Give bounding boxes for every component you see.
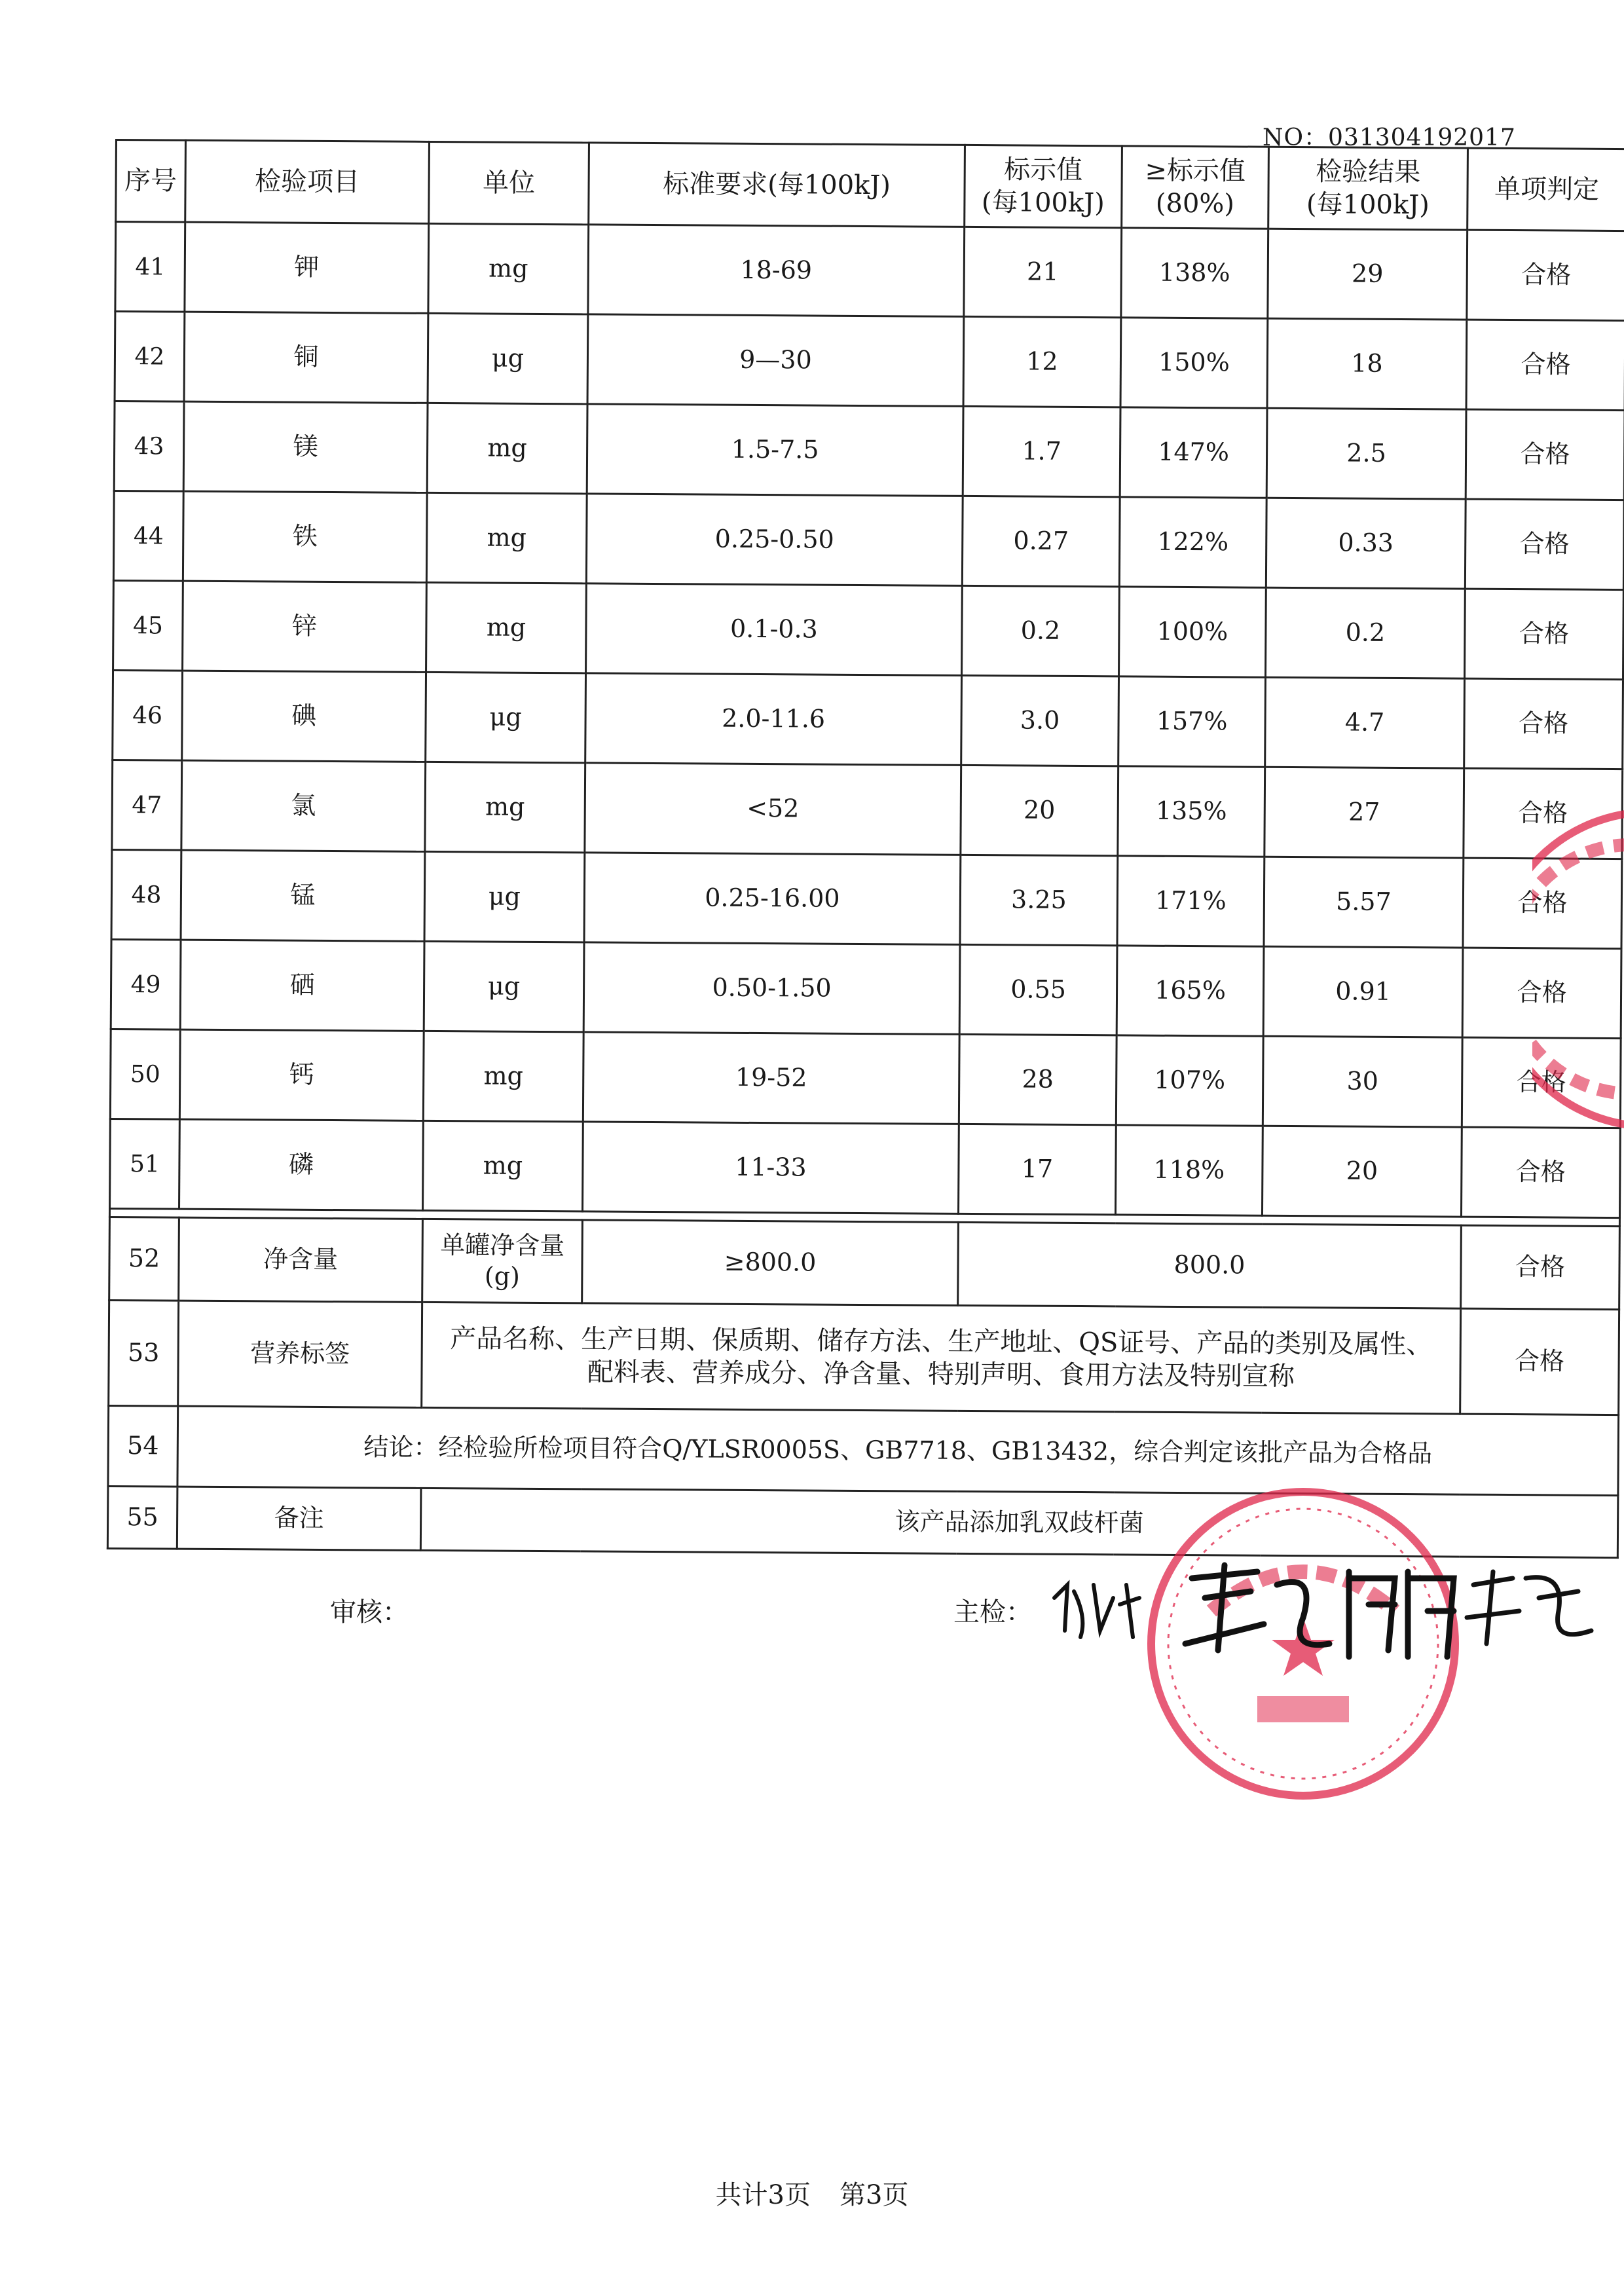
table-row [113, 580, 1624, 679]
row-unit: μg [424, 851, 585, 942]
row-label-value: 1.7 [963, 406, 1120, 496]
row-label-value: 3.0 [961, 675, 1119, 766]
header-label-value-line1: 标示值 [1004, 155, 1083, 186]
table-row [114, 401, 1624, 500]
table-row [110, 1029, 1621, 1128]
row-seq: 43 [114, 401, 184, 492]
row-unit [422, 1219, 583, 1303]
row-label-value: 20 [961, 765, 1118, 855]
row-unit: mg [427, 403, 587, 493]
row-seq: 44 [113, 491, 183, 581]
row-seq: 52 [109, 1217, 179, 1301]
row-item: 硒 [180, 940, 424, 1031]
row-result: 29 [1268, 229, 1467, 320]
row-judgement: 合格 [1467, 230, 1624, 320]
header-result [1268, 147, 1468, 230]
row-ratio: 138% [1121, 228, 1268, 318]
row-seq: 50 [110, 1029, 180, 1119]
row-content [422, 1302, 1461, 1414]
row-label-value: 0.2 [962, 585, 1120, 676]
table-header-row [116, 140, 1624, 231]
row-standard: 0.25-16.00 [584, 853, 961, 945]
row-seq: 46 [113, 670, 183, 760]
row-ratio: 150% [1120, 318, 1268, 408]
row-judgement: 合格 [1462, 948, 1621, 1038]
row-label-value: 17 [958, 1124, 1116, 1214]
row-standard: 0.1-0.3 [586, 583, 963, 676]
header-standard: 标准要求(每100kJ) [589, 143, 965, 227]
row-label-value: 0.55 [959, 944, 1117, 1035]
header-label-value-line2: (每100kJ) [981, 187, 1105, 219]
row-content-line1: 产品名称、生产日期、保质期、储存方法、生产地址、QS证号、产品的类别及属性、 [450, 1324, 1433, 1360]
row-seq: 48 [111, 849, 181, 940]
row-standard: 1.5-7.5 [587, 404, 963, 496]
row-standard: <52 [585, 763, 961, 855]
row-standard: 0.25-0.50 [586, 494, 963, 586]
table-row-nutrition-label [109, 1300, 1619, 1415]
row-item: 钾 [185, 222, 429, 313]
row-judgement: 合格 [1461, 1127, 1620, 1217]
row-standard: 18-69 [588, 225, 965, 317]
row-standard: 0.50-1.50 [583, 942, 960, 1035]
table-row [113, 491, 1624, 589]
row-ratio: 100% [1119, 587, 1266, 677]
header-result-line2: (每100kJ) [1306, 189, 1430, 221]
row-result: 0.33 [1266, 498, 1466, 589]
table-row [111, 849, 1622, 948]
row-standard: 19-52 [583, 1032, 959, 1124]
row-standard: 9—30 [587, 314, 964, 407]
header-item: 检验项目 [185, 140, 430, 223]
row-item: 铁 [183, 491, 427, 582]
header-unit: 单位 [429, 141, 589, 224]
row-unit: μg [428, 313, 588, 403]
row-unit: μg [424, 941, 584, 1031]
row-result: 20 [1262, 1126, 1462, 1217]
row-label-value: 21 [964, 227, 1122, 317]
row-ratio: 135% [1118, 766, 1265, 857]
row-ratio: 157% [1118, 676, 1266, 767]
row-item: 营养标签 [178, 1301, 422, 1407]
total-pages: 共计3页 [715, 2180, 811, 2210]
row-ratio: 165% [1116, 946, 1264, 1036]
row-item: 氯 [181, 760, 426, 851]
row-seq: 47 [112, 760, 182, 850]
remark-text: 该产品添加乳双歧杆菌 [420, 1488, 1618, 1557]
row-label-value: 12 [963, 316, 1121, 407]
row-judgement: 合格 [1465, 499, 1624, 589]
row-item: 锰 [181, 850, 425, 941]
table-row [112, 760, 1623, 859]
conclusion-text: 结论：经检验所检项目符合Q/YLSR0005S、GB7718、GB13432，综合判定该批产品为合格品 [177, 1406, 1619, 1495]
row-unit: μg [426, 672, 586, 762]
row-seq: 54 [108, 1405, 178, 1487]
row-ratio: 107% [1116, 1035, 1263, 1126]
row-ratio: 171% [1117, 856, 1264, 946]
row-judgement: 合格 [1465, 589, 1624, 679]
row-seq: 53 [109, 1300, 179, 1406]
row-judgement: 合格 [1460, 1308, 1619, 1415]
audit-label: 审核： [330, 1597, 409, 1627]
table-row-remark [107, 1486, 1618, 1557]
row-seq: 51 [110, 1119, 180, 1209]
row-seq: 41 [115, 222, 185, 312]
row-standard: 2.0-11.6 [585, 673, 962, 766]
table-row [110, 1119, 1621, 1217]
row-result: 800.0 [958, 1222, 1462, 1308]
inspection-table [107, 139, 1624, 1559]
row-unit: mg [426, 492, 587, 583]
row-unit-line1: 单罐净含量 [440, 1230, 565, 1260]
table-row [111, 939, 1621, 1038]
row-standard: 11-33 [583, 1122, 959, 1214]
row-result: 2.5 [1266, 408, 1466, 499]
document-number: NO：031304192017 [1263, 124, 1516, 151]
row-seq: 42 [115, 312, 185, 402]
row-result: 27 [1264, 767, 1464, 858]
row-result: 0.2 [1266, 587, 1466, 678]
row-result: 0.91 [1263, 946, 1463, 1037]
row-label-value: 0.27 [962, 496, 1120, 586]
header-label-value [965, 145, 1122, 227]
row-result: 18 [1267, 318, 1467, 409]
table-row [113, 670, 1623, 769]
row-ratio: 118% [1115, 1125, 1263, 1215]
header-ratio-line1: ≥标示值 [1145, 155, 1246, 187]
table-row [115, 222, 1624, 321]
row-label-value: 3.25 [960, 855, 1118, 945]
header-ratio [1122, 146, 1269, 229]
row-unit: mg [423, 1031, 583, 1121]
row-ratio: 147% [1120, 407, 1267, 498]
row-item: 铜 [184, 312, 428, 403]
header-result-line1: 检验结果 [1316, 157, 1421, 188]
row-item: 净含量 [179, 1217, 423, 1302]
header-ratio-line2: (80%) [1155, 188, 1235, 219]
row-seq: 45 [113, 580, 183, 671]
row-unit: mg [423, 1120, 583, 1211]
row-item: 碘 [182, 671, 426, 762]
row-judgement: 合格 [1463, 858, 1622, 948]
row-judgement: 合格 [1464, 678, 1623, 769]
row-item: 镁 [183, 401, 428, 492]
row-item: 磷 [179, 1119, 424, 1210]
row-seq: 55 [107, 1486, 177, 1549]
row-seq: 49 [111, 939, 181, 1029]
row-unit: mg [428, 223, 589, 314]
row-unit: mg [425, 762, 585, 852]
table-row-conclusion [108, 1405, 1619, 1495]
row-result: 5.57 [1264, 857, 1464, 948]
header-seq: 序号 [116, 140, 186, 223]
row-item: 锌 [183, 581, 427, 672]
row-judgement: 合格 [1466, 409, 1624, 500]
handwritten-signatures [1041, 1559, 1604, 1670]
row-result: 30 [1263, 1036, 1462, 1127]
row-unit-line2: (g) [484, 1261, 521, 1291]
header-judgement: 单项判定 [1467, 148, 1624, 231]
row-content-line2: 配料表、营养成分、净含量、特别声明、食用方法及特别宣称 [587, 1357, 1295, 1392]
chief-inspector-label: 主检： [953, 1597, 1032, 1627]
row-item: 备注 [177, 1487, 421, 1550]
table-row [115, 312, 1624, 411]
row-label-value: 28 [959, 1034, 1116, 1124]
row-unit: mg [426, 582, 587, 673]
row-judgement: 合格 [1466, 320, 1624, 410]
current-page: 第3页 [840, 2180, 909, 2210]
row-judgement: 合格 [1461, 1225, 1620, 1309]
table-row-net-content [109, 1217, 1620, 1309]
row-result: 4.7 [1265, 677, 1465, 768]
row-item: 钙 [179, 1029, 424, 1120]
page-footer [0, 2174, 1624, 2212]
row-judgement: 合格 [1464, 768, 1623, 859]
row-ratio: 122% [1119, 497, 1266, 587]
row-judgement: 合格 [1462, 1037, 1621, 1128]
row-standard: ≥800.0 [582, 1220, 959, 1306]
